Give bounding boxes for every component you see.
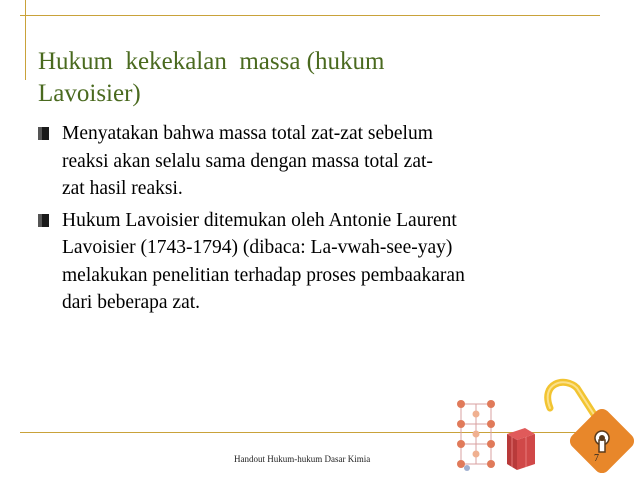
padlock-icon bbox=[548, 382, 638, 476]
page-number: 7 bbox=[594, 453, 599, 464]
footer-text: Handout Hukum-hukum Dasar Kimia bbox=[234, 454, 371, 464]
accent-vertical-line bbox=[25, 0, 26, 80]
decoration-cluster bbox=[455, 378, 638, 479]
slide-title: Hukum kekekalan massa (hukum Lavoisier) bbox=[38, 48, 385, 107]
bullet-square-icon bbox=[38, 214, 49, 227]
bullet-text: Hukum Lavoisier ditemukan oleh Antonie Laurent Lavoisier (1743-1794) (dibaca: La-vwah-see-yay) melakukan penelitian terhadap proses pembaakaran dari beberapa zat. bbox=[62, 209, 465, 313]
bullet-square-icon bbox=[38, 127, 49, 140]
crystal-cube-icon bbox=[507, 428, 535, 470]
molecule-lattice-icon bbox=[457, 400, 495, 471]
bullet-item bbox=[38, 120, 608, 203]
accent-top-line bbox=[20, 15, 600, 16]
bullet-text: Menyatakan bahwa massa total zat-zat sebelum reaksi akan selalu sama dengan massa total zat- zat hasil reaksi. bbox=[62, 123, 433, 199]
bullet-list bbox=[38, 120, 608, 321]
bullet-item bbox=[38, 207, 608, 317]
